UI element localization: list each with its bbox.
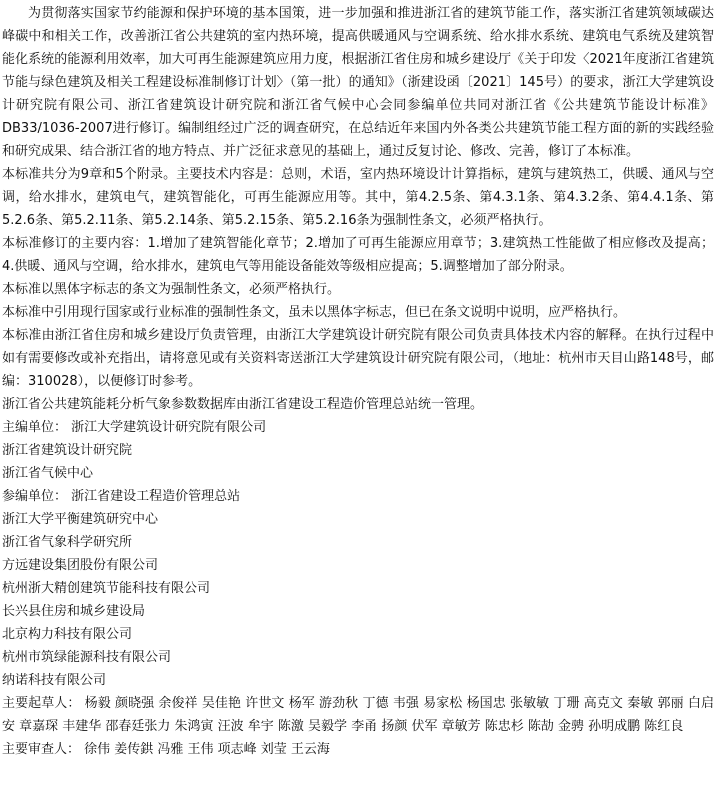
participating-unit: 杭州市筑绿能源科技有限公司 (2, 650, 172, 665)
participating-unit: 浙江大学平衡建筑研究中心 (2, 512, 159, 527)
main-drafters: 主要起草人： 杨毅 颜晓强 余俊祥 吴佳艳 许世文 杨军 游劲秋 丁德 韦强 易家松 杨国忠 张敏敏 丁珊 高克文 秦敏 郭丽 白启安 章嘉琛 丰建华 邵春廷张力 朱鸿寅 汪波 牟宇 陈激 吴毅学 李甬 扬颜 伏军 章敏芳 陈忠杉 陈劼 金骋 孙明成鹏 陈红良 (2, 696, 714, 734)
participating-unit: 长兴县住房和城乡建设局 (2, 604, 146, 619)
paragraph-revision: 本标准修订的主要内容：1.增加了建筑智能化章节；2.增加了可再生能源应用章节；3.建筑热工性能做了相应修改及提高；4.供暖、通风与空调，给水排水，建筑电气等用能设备能效等级相应提高；5.调整增加了部分附录。 (2, 236, 714, 274)
participating-unit: 参编单位： 浙江省建设工程造价管理总站 (2, 489, 241, 504)
paragraph-mandatory: 本标准以黑体字标志的条文为强制性条文，必须严格执行。 (2, 282, 341, 297)
participating-unit: 北京构力科技有限公司 (2, 627, 133, 642)
intro-paragraph: 为贯彻落实国家节约能源和保护环境的基本国策，进一步加强和推进浙江省的建筑节能工作，落实浙江省建筑领域碳达峰碳中和相关工作，改善浙江省公共建筑的室内热环境，提高供暖通风与空调系统、给水排水系统、建筑电气系统及建筑智能化系统的能源利用效率，加大可再生能源建筑应用力度，根据浙江省住房和城乡建设厅《关于印发〈2021年度浙江省建筑节能与绿色建筑及相关工程建设标准制修订计划〉（第一批）的通知》（浙建设函〔2021〕145号）的要求，浙江大学建筑设计研究院有限公司、浙江省建筑设计研究院和浙江省气候中心会同参编单位共同对浙江省《公共建筑节能设计标准》DB33/1036-2007进行修订。编制组经过广泛的调查研究，在总结近年来国内外各类公共建筑节能工程方面的新的实践经验和研究成果、结合浙江省的地方特点、并广泛征求意见的基础上，通过反复讨论、修改、完善，修订了本标准。 (2, 6, 714, 159)
paragraph-management: 本标准由浙江省住房和城乡建设厅负责管理，由浙江大学建筑设计研究院有限公司负责具体技术内容的解释。在执行过程中如有需要修改或补充指出，请将意见或有关资料寄送浙江大学建筑设计研究院有限公司，（地址：杭州市天目山路148号，邮编：310028），以便修订时参考。 (2, 328, 714, 389)
paragraph-database: 浙江省公共建筑能耗分析气象参数数据库由浙江省建设工程造价管理总站统一管理。 (2, 397, 484, 412)
main-reviewers: 主要审查人： 徐伟 姜传鉷 冯雅 王伟 项志峰 刘莹 王云海 (2, 742, 330, 757)
chief-editor-unit: 主编单位： 浙江大学建筑设计研究院有限公司 (2, 420, 267, 435)
paragraph-references: 本标准中引用现行国家或行业标准的强制性条文，虽未以黑体字标志，但已在条文说明中说明，应严格执行。 (2, 305, 627, 320)
participating-unit: 杭州浙大精创建筑节能科技有限公司 (2, 581, 211, 596)
document-body (2, 2, 714, 761)
participating-unit: 纳诺科技有限公司 (2, 673, 107, 688)
participating-unit: 方远建设集团股份有限公司 (2, 558, 159, 573)
paragraph-structure: 本标准共分为9章和5个附录。主要技术内容是：总则，术语，室内热环境设计计算指标，建筑与建筑热工，供暖、通风与空调，给水排水，建筑电气，建筑智能化，可再生能源应用等。其中，第4.2.5条、第4.3.1条、第4.3.2条、第4.4.1条、第5.2.6条、第5.2.11条、第5.2.14条、第5.2.15条、第5.2.16条为强制性条文，必须严格执行。 (2, 167, 714, 228)
chief-editor-unit: 浙江省建筑设计研究院 (2, 443, 133, 458)
participating-unit: 浙江省气象科学研究所 (2, 535, 133, 550)
chief-editor-unit: 浙江省气候中心 (2, 466, 94, 481)
